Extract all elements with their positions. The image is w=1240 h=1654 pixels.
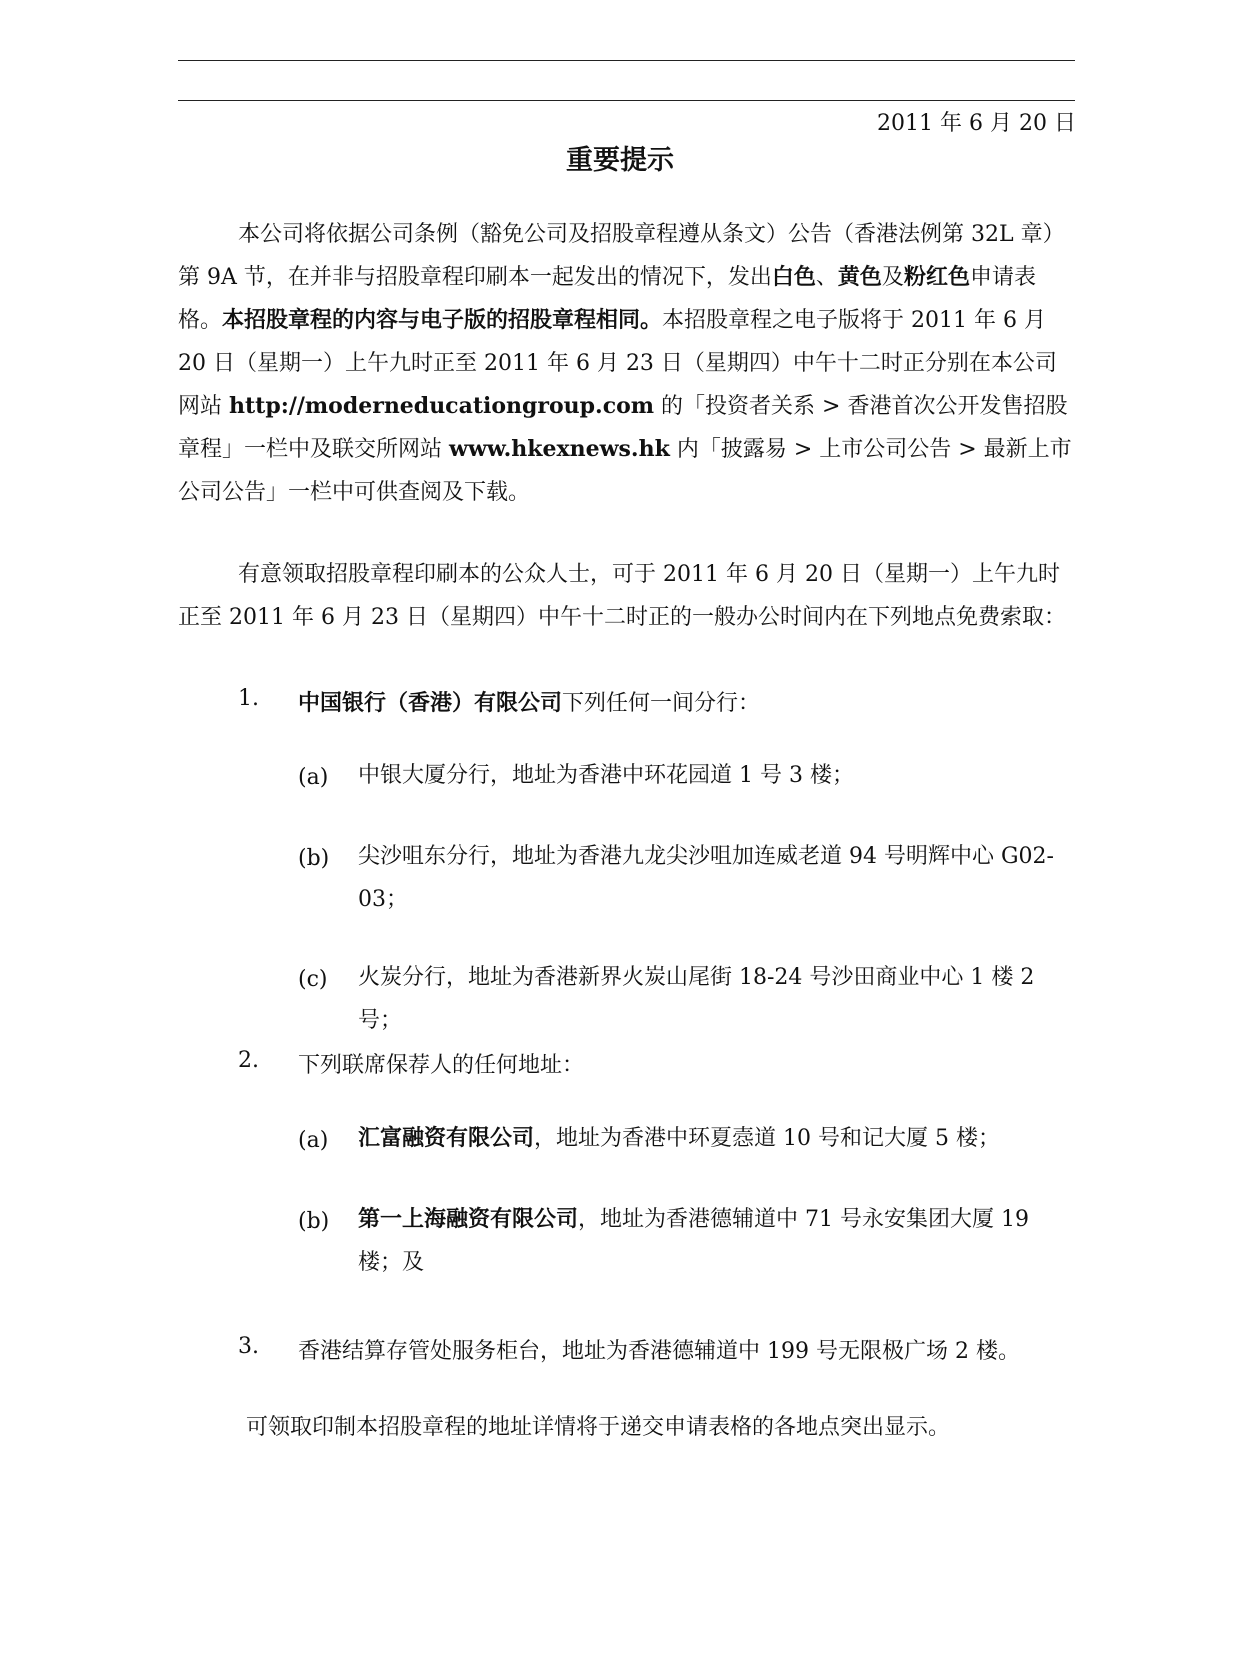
- intro-text-5: 内「披露易 > 上市公司公告 > 最新上市公司公告」一栏中可供查阅及下载。: [178, 437, 1072, 505]
- sub-item-2a: [358, 1117, 1078, 1160]
- list-item-3: 香港结算存管处服务柜台，地址为香港德辅道中 199 号无限极广场 2 楼。: [298, 1339, 1020, 1364]
- intro-text-1: 本公司将依据公司条例（豁免公司及招股章程遵从条文）公告（香港法例第 32L 章）第 9A 节，在并非与招股章程印刷本一起发出的情况下，发出: [178, 222, 1065, 290]
- list-item-1-rest: 下列任何一间分行：: [562, 691, 761, 716]
- bank-name: 中国银行（香港）有限公司: [298, 690, 563, 716]
- white-form: 白色: [771, 264, 816, 290]
- list-number-3: 3.: [238, 1334, 259, 1359]
- sub-label-2a: (a): [298, 1128, 329, 1153]
- sub-item-1a: 中银大厦分行，地址为香港中环花园道 1 号 3 楼；: [358, 763, 854, 788]
- sponsor-address-a: ，地址为香港中环夏悫道 10 号和记大厦 5 楼；: [534, 1126, 1000, 1151]
- yellow-form: 黄色: [837, 264, 882, 290]
- collection-text: 有意领取招股章程印刷本的公众人士，可于 2011 年 6 月 20 日（星期一）上午九时正至 2011 年 6 月 23 日（星期四）中午十二时正的一般办公时间内在下列地点免费索取：: [178, 562, 1066, 630]
- sponsor-address-b: ，地址为香港德辅道中 71 号永安集团大厦 19 楼；及: [358, 1207, 1029, 1275]
- sub-item-1c: 火炭分行，地址为香港新界火炭山尾街 18-24 号沙田商业中心 1 楼 2 号；: [358, 965, 1035, 1033]
- list-item-1: [298, 686, 1088, 717]
- page-title: 重要提示: [566, 145, 674, 176]
- intro-text-2: 申请表格。: [178, 265, 1036, 333]
- header-rule-top: [178, 60, 1075, 61]
- sub-label-2b: (b): [298, 1209, 330, 1234]
- collection-paragraph: [178, 553, 1078, 639]
- sub-label-1b: (b): [298, 846, 330, 871]
- sub-item-1b: 尖沙咀东分行，地址为香港九龙尖沙咀加连威老道 94 号明辉中心 G02-03；: [358, 844, 1054, 912]
- list-number-1: 1.: [238, 686, 259, 711]
- sub-label-1a: (a): [298, 765, 329, 790]
- sub-item-2b: [358, 1198, 1078, 1284]
- closing-note: 可领取印制本招股章程的地址详情将于递交申请表格的各地点突出显示。: [246, 1415, 951, 1440]
- intro-text-3: 本招股章程之电子版将于 2011 年 6 月 20 日（星期一）上午九时正至 2011 年 6 月 23 日（星期四）中午十二时正分别在本公司网站: [178, 308, 1057, 419]
- pink-form: 粉红色: [903, 264, 970, 290]
- sponsor-name-b: 第一上海融资有限公司: [358, 1206, 579, 1232]
- document-date: 2011 年 6 月 20 日: [877, 111, 1076, 136]
- sponsor-name-a: 汇富融资有限公司: [358, 1125, 535, 1151]
- header-rule-bottom: [178, 100, 1075, 101]
- intro-text-4: 的「投资者关系 > 香港首次公开发售招股章程」一栏中及联交所网站: [178, 394, 1068, 462]
- sub-label-1c: (c): [298, 967, 328, 992]
- intro-paragraph: [178, 213, 1078, 514]
- separator: 及: [881, 265, 904, 290]
- list-number-2: 2.: [238, 1048, 259, 1073]
- company-website-link[interactable]: http://moderneducationgroup.com: [229, 393, 655, 419]
- separator: 、: [815, 265, 838, 290]
- list-item-2: 下列联席保荐人的任何地址：: [298, 1053, 585, 1078]
- bold-sentence: 本招股章程的内容与电子版的招股章程相同。: [222, 307, 663, 333]
- hkexnews-link[interactable]: www.hkexnews.hk: [449, 436, 670, 462]
